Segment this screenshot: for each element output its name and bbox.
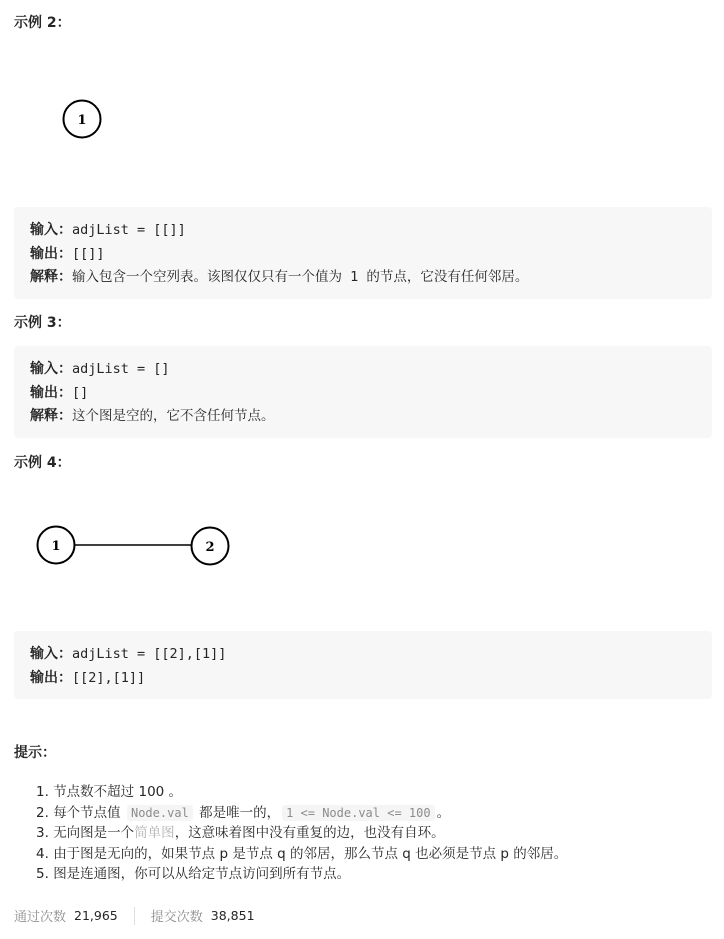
hint-item: 2. 每个节点值 Node.val 都是唯一的， 1 <= Node.val <= 100 。 — [36, 804, 451, 821]
submitted-label: 提交次数 — [150, 910, 203, 925]
hint-item: 4. 由于图是无向的，如果节点 p 是节点 q 的邻居，那么节点 q 也必须是节点 p 的邻居。 — [36, 845, 568, 862]
example-3-heading: 示例 3： — [14, 315, 71, 331]
input-line: 输入：adjList = [[2],[1]] — [30, 646, 227, 662]
graph-node-label: 1 — [51, 539, 61, 554]
example-2-heading: 示例 2： — [14, 15, 71, 31]
hint-item: 3. 无向图是一个简单图，这意味着图中没有重复的边，也没有自环。 — [36, 825, 445, 841]
hints-title: 提示： — [14, 745, 56, 761]
example-4-heading: 示例 4： — [14, 455, 71, 471]
stats-divider — [134, 907, 135, 925]
input-line: 输入：adjList = [[]] — [30, 222, 186, 238]
hint-item: 1. 节点数不超过 100 。 — [36, 784, 183, 800]
example-3-codebox — [14, 346, 712, 438]
example-4-codebox — [14, 631, 712, 699]
graph-node-label: 1 — [77, 113, 87, 128]
hint-list — [36, 782, 724, 885]
example-4-graph — [0, 516, 300, 576]
inline-code: 1 <= Node.val <= 100 — [282, 805, 435, 821]
accepted-label: 通过次数 — [14, 910, 67, 925]
inline-code: Node.val — [127, 805, 193, 821]
example-2-graph — [0, 90, 300, 150]
graph-node-label: 2 — [205, 540, 215, 555]
submission-stats — [14, 906, 255, 925]
submitted-value: 38,851 — [210, 908, 255, 923]
simple-graph-link[interactable]: 简单图 — [134, 825, 175, 841]
output-line: 输出：[] — [30, 384, 89, 401]
input-line: 输入：adjList = [] — [30, 361, 170, 377]
explanation-line: 解释：输入包含一个空列表。该图仅仅只有一个值为 1 的节点，它没有任何邻居。 — [30, 269, 529, 285]
explanation-line: 解释：这个图是空的，它不含任何节点。 — [30, 408, 275, 424]
accepted-value: 21,965 — [74, 908, 118, 923]
output-line: 输出：[[2],[1]] — [30, 669, 146, 686]
hints-section — [14, 742, 568, 882]
hint-item: 5. 图是连通图，你可以从给定节点访问到所有节点。 — [36, 866, 351, 882]
example-2-codebox — [14, 207, 712, 299]
output-line: 输出：[[]] — [30, 245, 105, 262]
